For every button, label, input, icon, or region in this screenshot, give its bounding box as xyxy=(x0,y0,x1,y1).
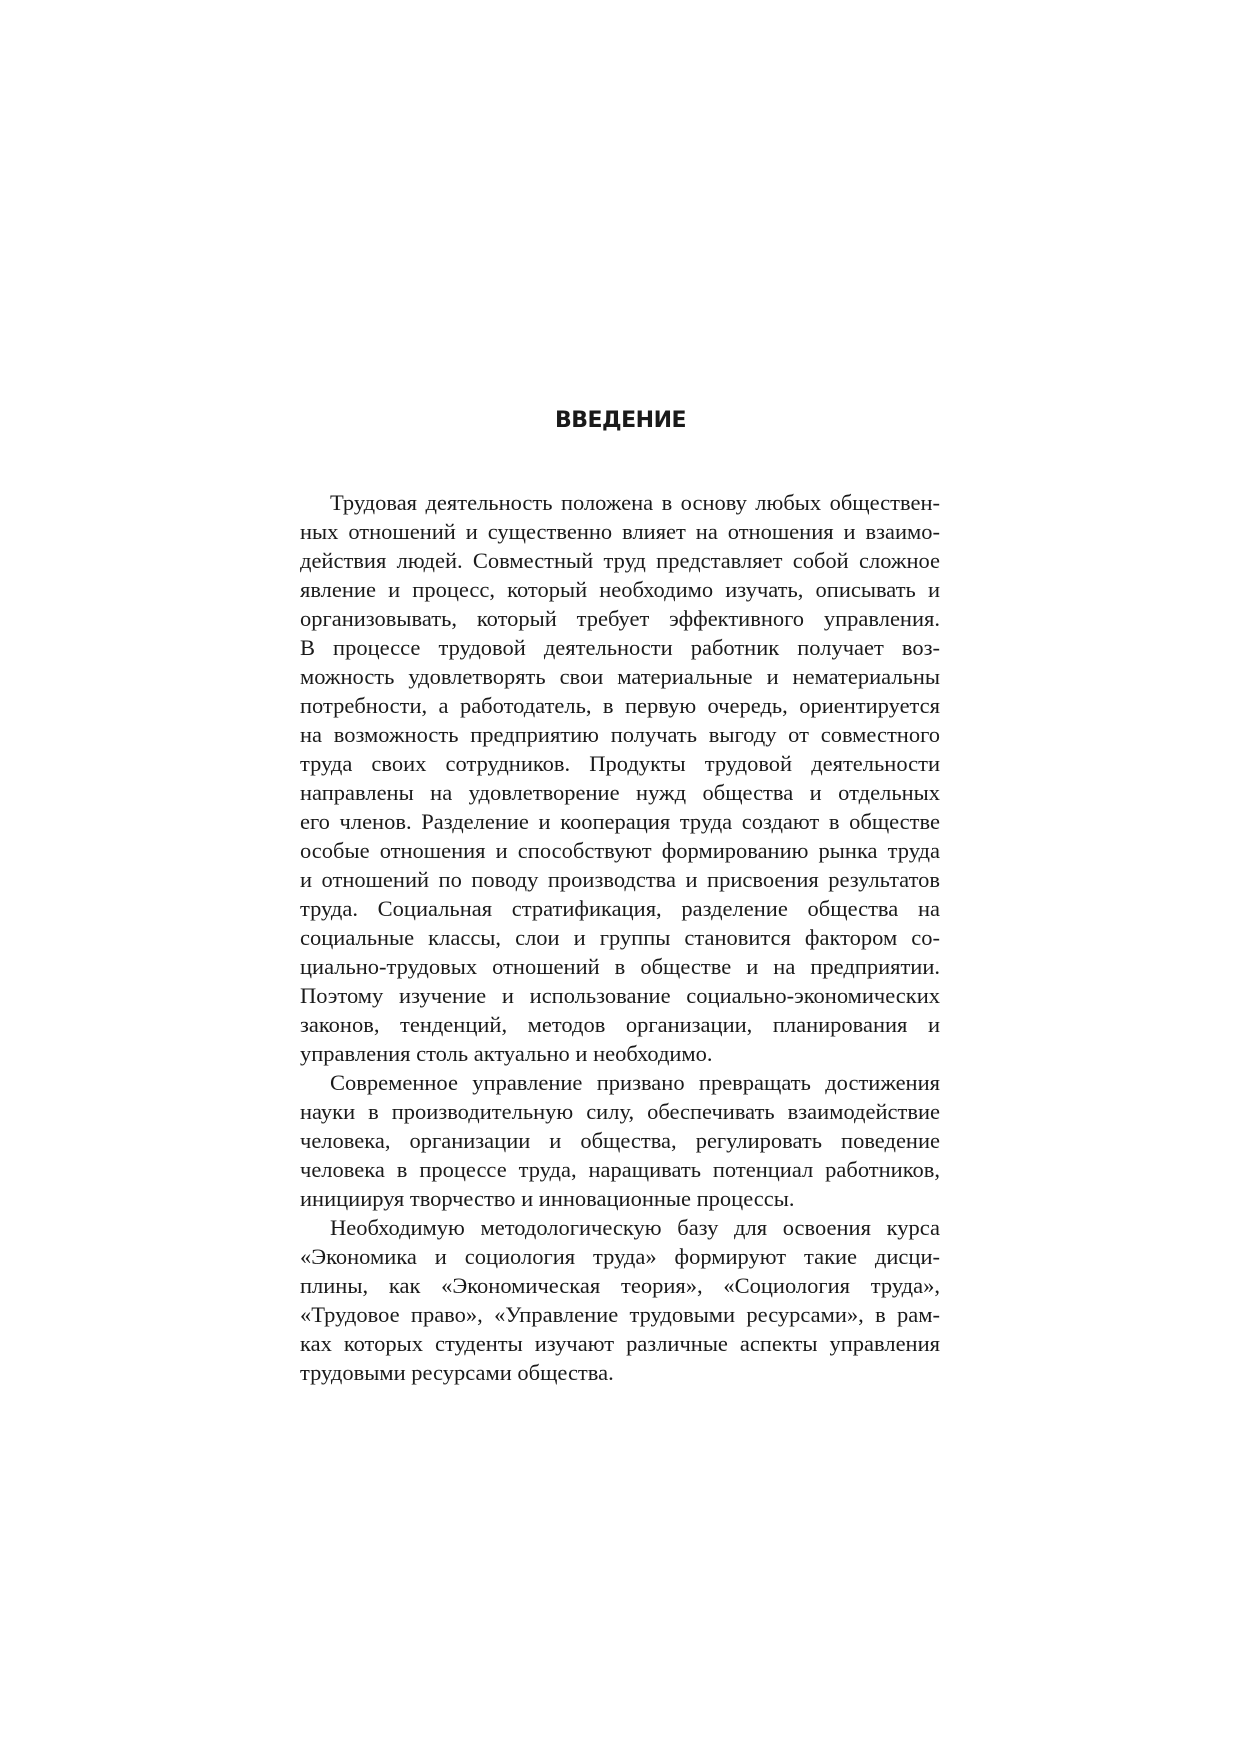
page-title: ВВЕДЕНИЕ xyxy=(554,408,687,433)
text-line: труда своих сотрудников. Продукты трудовой деятельности xyxy=(300,751,940,776)
text-line: Современное управление призвано превращать достижения xyxy=(330,1070,940,1095)
text-line: трудовыми ресурсами общества. xyxy=(300,1360,614,1385)
text-line: и отношений по поводу производства и присвоения результатов xyxy=(300,867,940,892)
text-line: организовывать, который требует эффективного управления. xyxy=(300,606,940,631)
text-line: управления столь актуально и необходимо. xyxy=(300,1041,713,1066)
paragraph-3 xyxy=(300,1213,940,1387)
text-line: ных отношений и существенно влияет на отношения и взаимо- xyxy=(300,519,940,544)
text-line: действия людей. Совместный труд представляет собой сложное xyxy=(300,548,940,573)
text-line: особые отношения и способствуют формированию рынка труда xyxy=(300,838,940,863)
paragraph-1 xyxy=(300,488,940,1068)
text-line: Трудовая деятельность положена в основу любых обществен- xyxy=(330,490,940,515)
text-line: направлены на удовлетворение нужд общества и отдельных xyxy=(300,780,940,805)
text-line: инициируя творчество и инновационные процессы. xyxy=(300,1186,795,1211)
text-line: явление и процесс, который необходимо изучать, описывать и xyxy=(300,577,940,602)
text-line: плины, как «Экономическая теория», «Социология труда», xyxy=(300,1273,940,1298)
text-line: человека в процессе труда, наращивать потенциал работников, xyxy=(300,1157,940,1182)
text-line: Поэтому изучение и использование социально-экономических xyxy=(300,983,940,1008)
text-line: «Экономика и социология труда» формируют такие дисци- xyxy=(300,1244,940,1269)
text-line: В процессе трудовой деятельности работник получает воз- xyxy=(300,635,940,660)
text-line: на возможность предприятию получать выгоду от совместного xyxy=(300,722,940,747)
text-line: труда. Социальная стратификация, разделение общества на xyxy=(300,896,940,921)
text-line: человека, организации и общества, регулировать поведение xyxy=(300,1128,940,1153)
text-line: его членов. Разделение и кооперация труда создают в обществе xyxy=(300,809,940,834)
text-line: социальные классы, слои и группы становится фактором со- xyxy=(300,925,940,950)
text-line: циально-трудовых отношений в обществе и на предприятии. xyxy=(300,954,940,979)
text-line: можность удовлетворять свои материальные и нематериальны xyxy=(300,664,940,689)
text-line: Необходимую методологическую базу для освоения курса xyxy=(330,1215,940,1240)
text-line: законов, тенденций, методов организации, планирования и xyxy=(300,1012,940,1037)
text-line: «Трудовое право», «Управление трудовыми ресурсами», в рам- xyxy=(300,1302,940,1327)
text-line: науки в производительную силу, обеспечивать взаимодействие xyxy=(300,1099,940,1124)
text-line: потребности, а работодатель, в первую очередь, ориентируется xyxy=(300,693,940,718)
body-text xyxy=(300,488,940,1387)
text-line: ках которых студенты изучают различные аспекты управления xyxy=(300,1331,940,1356)
paragraph-2 xyxy=(300,1068,940,1213)
